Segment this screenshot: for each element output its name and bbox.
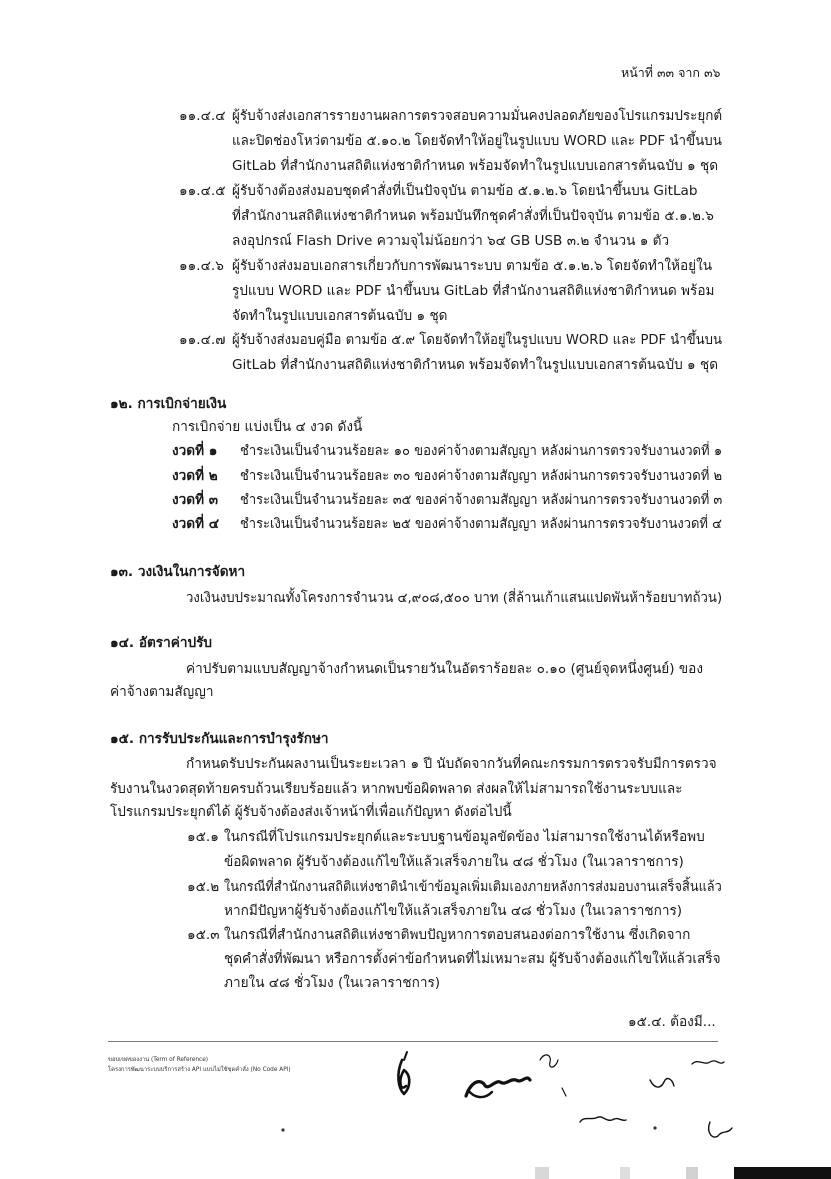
signature-mark <box>404 1052 407 1060</box>
page-number: หน้าที่ ๓๓ จาก ๓๖ <box>621 65 721 80</box>
section-heading: ๑๔. อัตราค่าปรับ <box>110 635 213 651</box>
item-number: ๑๑.๔.๗ <box>179 332 226 348</box>
section-text: ค่าปรับตามแบบสัญญาจ้างกำหนดเป็นรายวันในอัตราร้อยละ ๐.๑๐ (ศูนย์จุดหนึ่งศูนย์) ของ <box>186 661 703 677</box>
installment-label: งวดที่ ๔ <box>172 516 220 532</box>
section-text: โปรแกรมประยุกต์ได้ ผู้รับจ้างต้องส่งเจ้าหน้าที่เพื่อแก้ปัญหา ดังต่อไปนี้ <box>110 804 512 820</box>
item-text: จัดทำในรูปแบบเอกสารต้นฉบับ ๑ ชุด <box>232 308 448 324</box>
item-number: ๑๑.๔.๖ <box>179 258 224 274</box>
item-number: ๑๑.๔.๕ <box>179 183 226 199</box>
scan-artifact <box>734 1167 831 1179</box>
footer-line: โครงการพัฒนาระบบบริการสร้าง API แบบไม่ใช้ชุดคำสั่ง (No Code API) <box>108 1067 291 1073</box>
signature-mark <box>466 1078 530 1096</box>
section-text: รับงานในงวดสุดท้ายครบถ้วนเรียบร้อยแล้ว หากพบข้อผิดพลาด ส่งผลให้ไม่สามารถใช้งานระบบและ <box>110 781 683 797</box>
item-text: GitLab ที่สำนักงานสถิติแห่งชาติกำหนด พร้อมจัดทำในรูปแบบเอกสารต้นฉบับ ๑ ชุด <box>232 158 719 174</box>
scan-artifact <box>535 1167 549 1179</box>
item-number: ๑๕.๒ <box>187 879 220 895</box>
signature-mark <box>398 1060 409 1094</box>
item-number: ๑๑.๔.๔ <box>179 108 226 124</box>
installment-text: ชำระเงินเป็นจำนวนร้อยละ ๓๐ ของค่าจ้างตามสัญญา หลังผ่านการตรวจรับงานงวดที่ ๒ <box>240 468 723 484</box>
item-text: ในกรณีที่สำนักงานสถิติแห่งชาติพบปัญหาการตอบสนองต่อการใช้งาน ซึ่งเกิดจาก <box>224 927 691 943</box>
scan-artifact <box>686 1167 698 1179</box>
installment-label: งวดที่ ๓ <box>172 492 219 508</box>
item-number: ๑๕.๓ <box>187 927 220 943</box>
item-text: และปิดช่องโหว่ตามข้อ ๕.๑๐.๒ โดยจัดทำให้อยู่ในรูปแบบ WORD และ PDF นำขึ้นบน <box>232 133 722 149</box>
section-text: กำหนดรับประกันผลงานเป็นระยะเวลา ๑ ปี นับถัดจากวันที่คณะกรรมการตรวจรับมีการตรวจ <box>186 756 717 772</box>
installment-text: ชำระเงินเป็นจำนวนร้อยละ ๓๕ ของค่าจ้างตามสัญญา หลังผ่านการตรวจรับงานงวดที่ ๓ <box>240 492 723 508</box>
item-number: ๑๕.๑ <box>187 829 219 845</box>
item-text: ข้อผิดพลาด ผู้รับจ้างต้องแก้ไขให้แล้วเสร็จภายใน ๔๘ ชั่วโมง (ในเวลาราชการ) <box>224 854 684 870</box>
item-text: ในกรณีที่สำนักงานสถิติแห่งชาตินำเข้าข้อมูลเพิ่มเติมเองภายหลังการส่งมอบงานเสร็จสิ้นแล้ว <box>224 879 722 895</box>
item-text: ผู้รับจ้างส่งมอบเอกสารเกี่ยวกับการพัฒนาระบบ ตามข้อ ๕.๑.๒.๖ โดยจัดทำให้อยู่ใน <box>232 258 713 274</box>
installment-label: งวดที่ ๑ <box>172 443 218 459</box>
handwritten-signatures <box>0 1040 831 1179</box>
section-text: ค่าจ้างตามสัญญา <box>110 684 214 700</box>
section-heading: ๑๓. วงเงินในการจัดหา <box>110 564 246 580</box>
item-text: ในกรณีที่โปรแกรมประยุกต์และระบบฐานข้อมูลขัดข้อง ไม่สามารถใช้งานได้หรือพบ <box>224 829 705 845</box>
footer-line: ขอบเขตของงาน (Term of Reference) <box>108 1057 209 1063</box>
item-text: ผู้รับจ้างต้องส่งมอบชุดคำสั่งที่เป็นปัจจุบัน ตามข้อ ๕.๑.๒.๖ โดยนำขึ้นบน GitLab <box>232 183 698 199</box>
item-text: ชุดคำสั่งที่พัฒนา หรือการตั้งค่าข้อกำหนดที่ไม่เหมาะสม ผู้รับจ้างต้องแก้ไขให้แล้วเสร็จ <box>224 951 721 967</box>
signature-mark <box>562 1088 566 1096</box>
installment-label: งวดที่ ๒ <box>172 468 218 484</box>
item-text: ภายใน ๔๘ ชั่วโมง (ในเวลาราชการ) <box>224 975 441 991</box>
item-text: หากมีปัญหาผู้รับจ้างต้องแก้ไขให้แล้วเสร็จภายใน ๔๘ ชั่วโมง (ในเวลาราชการ) <box>224 903 683 919</box>
item-text: ลงอุปกรณ์ Flash Drive ความจุไม่น้อยกว่า ๖๔ GB USB ๓.๒ จำนวน ๑ ตัว <box>232 233 670 249</box>
section-text: วงเงินงบประมาณทั้งโครงการจำนวน ๔,๙๐๘,๕๐๐ บาท (สี่ล้านเก้าแสนแปดพันห้าร้อยบาทถ้วน) <box>186 590 723 606</box>
item-text: รูปแบบ WORD และ PDF นำขึ้นบน GitLab ที่สำนักงานสถิติแห่งชาติกำหนด พร้อม <box>232 283 715 299</box>
signature-mark <box>650 1079 674 1088</box>
item-text: ผู้รับจ้างส่งเอกสารรายงานผลการตรวจสอบความมั่นคงปลอดภัยของโปรแกรมประยุกต์ <box>232 108 723 124</box>
signature-mark <box>709 1122 732 1137</box>
section-intro: การเบิกจ่าย แบ่งเป็น ๔ งวด ดังนี้ <box>172 419 363 435</box>
continuation-marker: ๑๕.๔. ต้องมี... <box>628 1014 716 1030</box>
section-heading: ๑๒. การเบิกจ่ายเงิน <box>110 396 227 412</box>
item-text: GitLab ที่สำนักงานสถิติแห่งชาติกำหนด พร้อมจัดทำในรูปแบบเอกสารต้นฉบับ ๑ ชุด <box>232 357 719 373</box>
scan-artifact <box>620 1167 630 1179</box>
item-text: ผู้รับจ้างส่งมอบคู่มือ ตามข้อ ๕.๙ โดยจัดทำให้อยู่ในรูปแบบ WORD และ PDF นำขึ้นบน <box>232 332 722 348</box>
signature-mark <box>692 1061 724 1064</box>
signature-mark <box>540 1055 558 1067</box>
item-text: ที่สำนักงานสถิติแห่งชาติกำหนด พร้อมบันทึกชุดคำสั่งที่เป็นปัจจุบัน ตามข้อ ๕.๑.๒.๖ <box>232 208 714 224</box>
signature-mark <box>468 1090 492 1097</box>
section-heading: ๑๕. การรับประกันและการบำรุงรักษา <box>110 731 329 747</box>
signature-mark <box>580 1117 626 1122</box>
installment-text: ชำระเงินเป็นจำนวนร้อยละ ๒๕ ของค่าจ้างตามสัญญา หลังผ่านการตรวจรับงานงวดที่ ๔ <box>240 516 722 532</box>
installment-text: ชำระเงินเป็นจำนวนร้อยละ ๑๐ ของค่าจ้างตามสัญญา หลังผ่านการตรวจรับงานงวดที่ ๑ <box>240 443 723 459</box>
